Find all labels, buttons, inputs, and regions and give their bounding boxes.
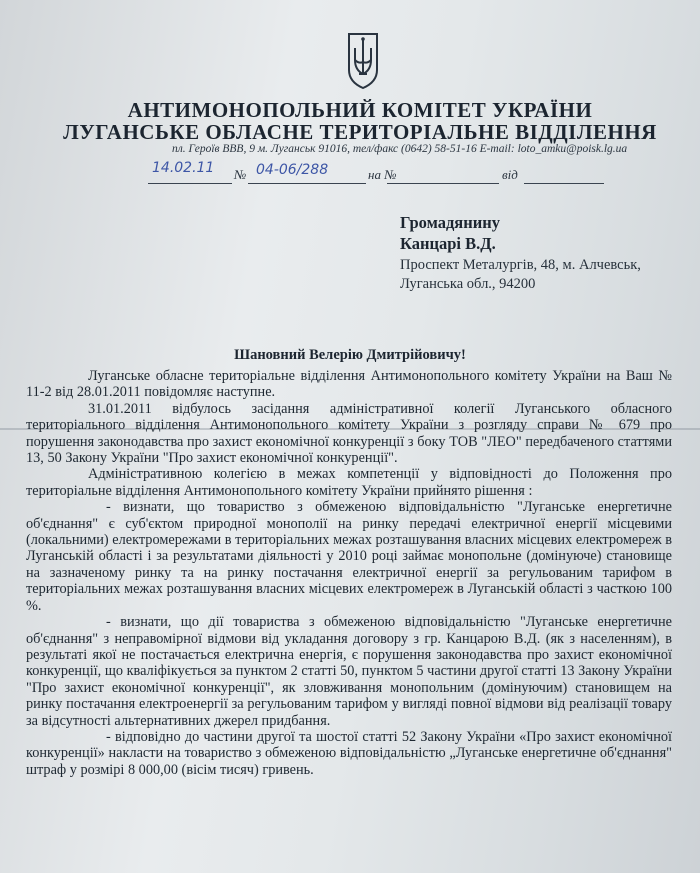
paragraph-finding-monopoly: - визнати, що товариство з обмеженою відповідальністю "Луганське енергетичне об'єднання" є суб'єктом природної монополії на ринку передачі електричної енергії місцевими (локальними) електромережами в територіальних межах розташування власних місцевих електромереж в Луганській області і за результатами діяльності у 2010 році займає монопольне (домінуюче) становище на зазначеному ринку та на ринку постачання електричної енергії за регульованим тарифом в територіальних межах розташування власних місцевих електромереж в Луганській області з часткою 100 %.: [26, 499, 672, 614]
paragraph-fine: - відповідно до частини другої та шостої статті 52 Закону України «Про захист економічної конкуренції» накласти на товариство з обмеженою відповідальністю „Луганське енергетичне об'єднання" штраф у розмірі 8 000,00 (вісім тисяч) гривень.: [26, 728, 672, 778]
recipient-title: Громадянину: [400, 213, 500, 232]
reply-date-underline: [524, 183, 604, 184]
reply-number-underline: [387, 183, 499, 184]
in-reply-to-label: на №: [368, 167, 397, 182]
trident-emblem-icon: [343, 30, 383, 90]
outgoing-number: 04-06/288: [256, 162, 329, 178]
recipient-name: Канцарі В.Д.: [400, 234, 496, 253]
letterhead-address: пл. Героїв ВВВ, 9 м. Луганськ 91016, тел/факс (0642) 58-51-16 E-mail: loto_amku@poisk.lg.ua: [172, 143, 628, 155]
recipient-address-line1: Проспект Металургів, 48, м. Алчевськ,: [400, 257, 641, 273]
letterhead-title: АНТИМОНОПОЛЬНИЙ КОМІТЕТ УКРАЇНИ: [127, 98, 593, 122]
letterhead-subtitle: ЛУГАНСЬКЕ ОБЛАСНЕ ТЕРИТОРІАЛЬНЕ ВІДДІЛЕННЯ: [63, 120, 657, 144]
letter-body: [26, 368, 672, 778]
salutation: Шановний Велерію Дмитрійовичу!: [234, 347, 466, 363]
number-underline: [248, 183, 366, 184]
reply-date-label: від: [502, 167, 518, 182]
date-underline: [148, 183, 232, 184]
number-label: №: [234, 167, 247, 182]
paragraph-decision: Адміністративною колегією в межах компетенції у відповідності до Положення про територіальне відділення Антимонопольного комітету України прийнято рішення :: [26, 466, 672, 499]
paragraph-hearing: 31.01.2011 відбулось засідання адміністративної колегії Луганського обласного територіального відділення Антимонопольного комітету України з розгляду справи № 679 про порушення законодавства про захист економічної конкуренції з боку ТОВ "ЛЕО" передбаченого статтями 13, 50 Закону України "Про захист економічної конкуренції".: [26, 400, 672, 467]
recipient-address-line2: Луганська обл., 94200: [400, 276, 536, 292]
outgoing-date: 14.02.11: [152, 160, 215, 176]
paragraph-finding-violation: - визнати, що дії товариства з обмеженою відповідальністю "Луганське енергетичне об'єднання" з неправомірної відмови від укладання договору з гр. Канцарою В.Д. (як з населенням), в результаті якої не постачається електрична енергія, є порушення законодавства про захист економічної конкуренції, що кваліфікується за пунктом 2 статті 50, пунктом 5 частини другої статті 13 Закону України "Про захист економічної конкуренції", як зловживання монопольним (домінуючим) становищем на ринку постачання електроенергії за регульованим тарифом у вигляді повної відмови від реалізації товару за відсутності альтернативних джерел придбання.: [26, 614, 672, 729]
paragraph-intro: Луганське обласне територіальне відділення Антимонопольного комітету України на Ваш № 11-2 від 28.01.2011 повідомляє наступне.: [26, 368, 672, 401]
